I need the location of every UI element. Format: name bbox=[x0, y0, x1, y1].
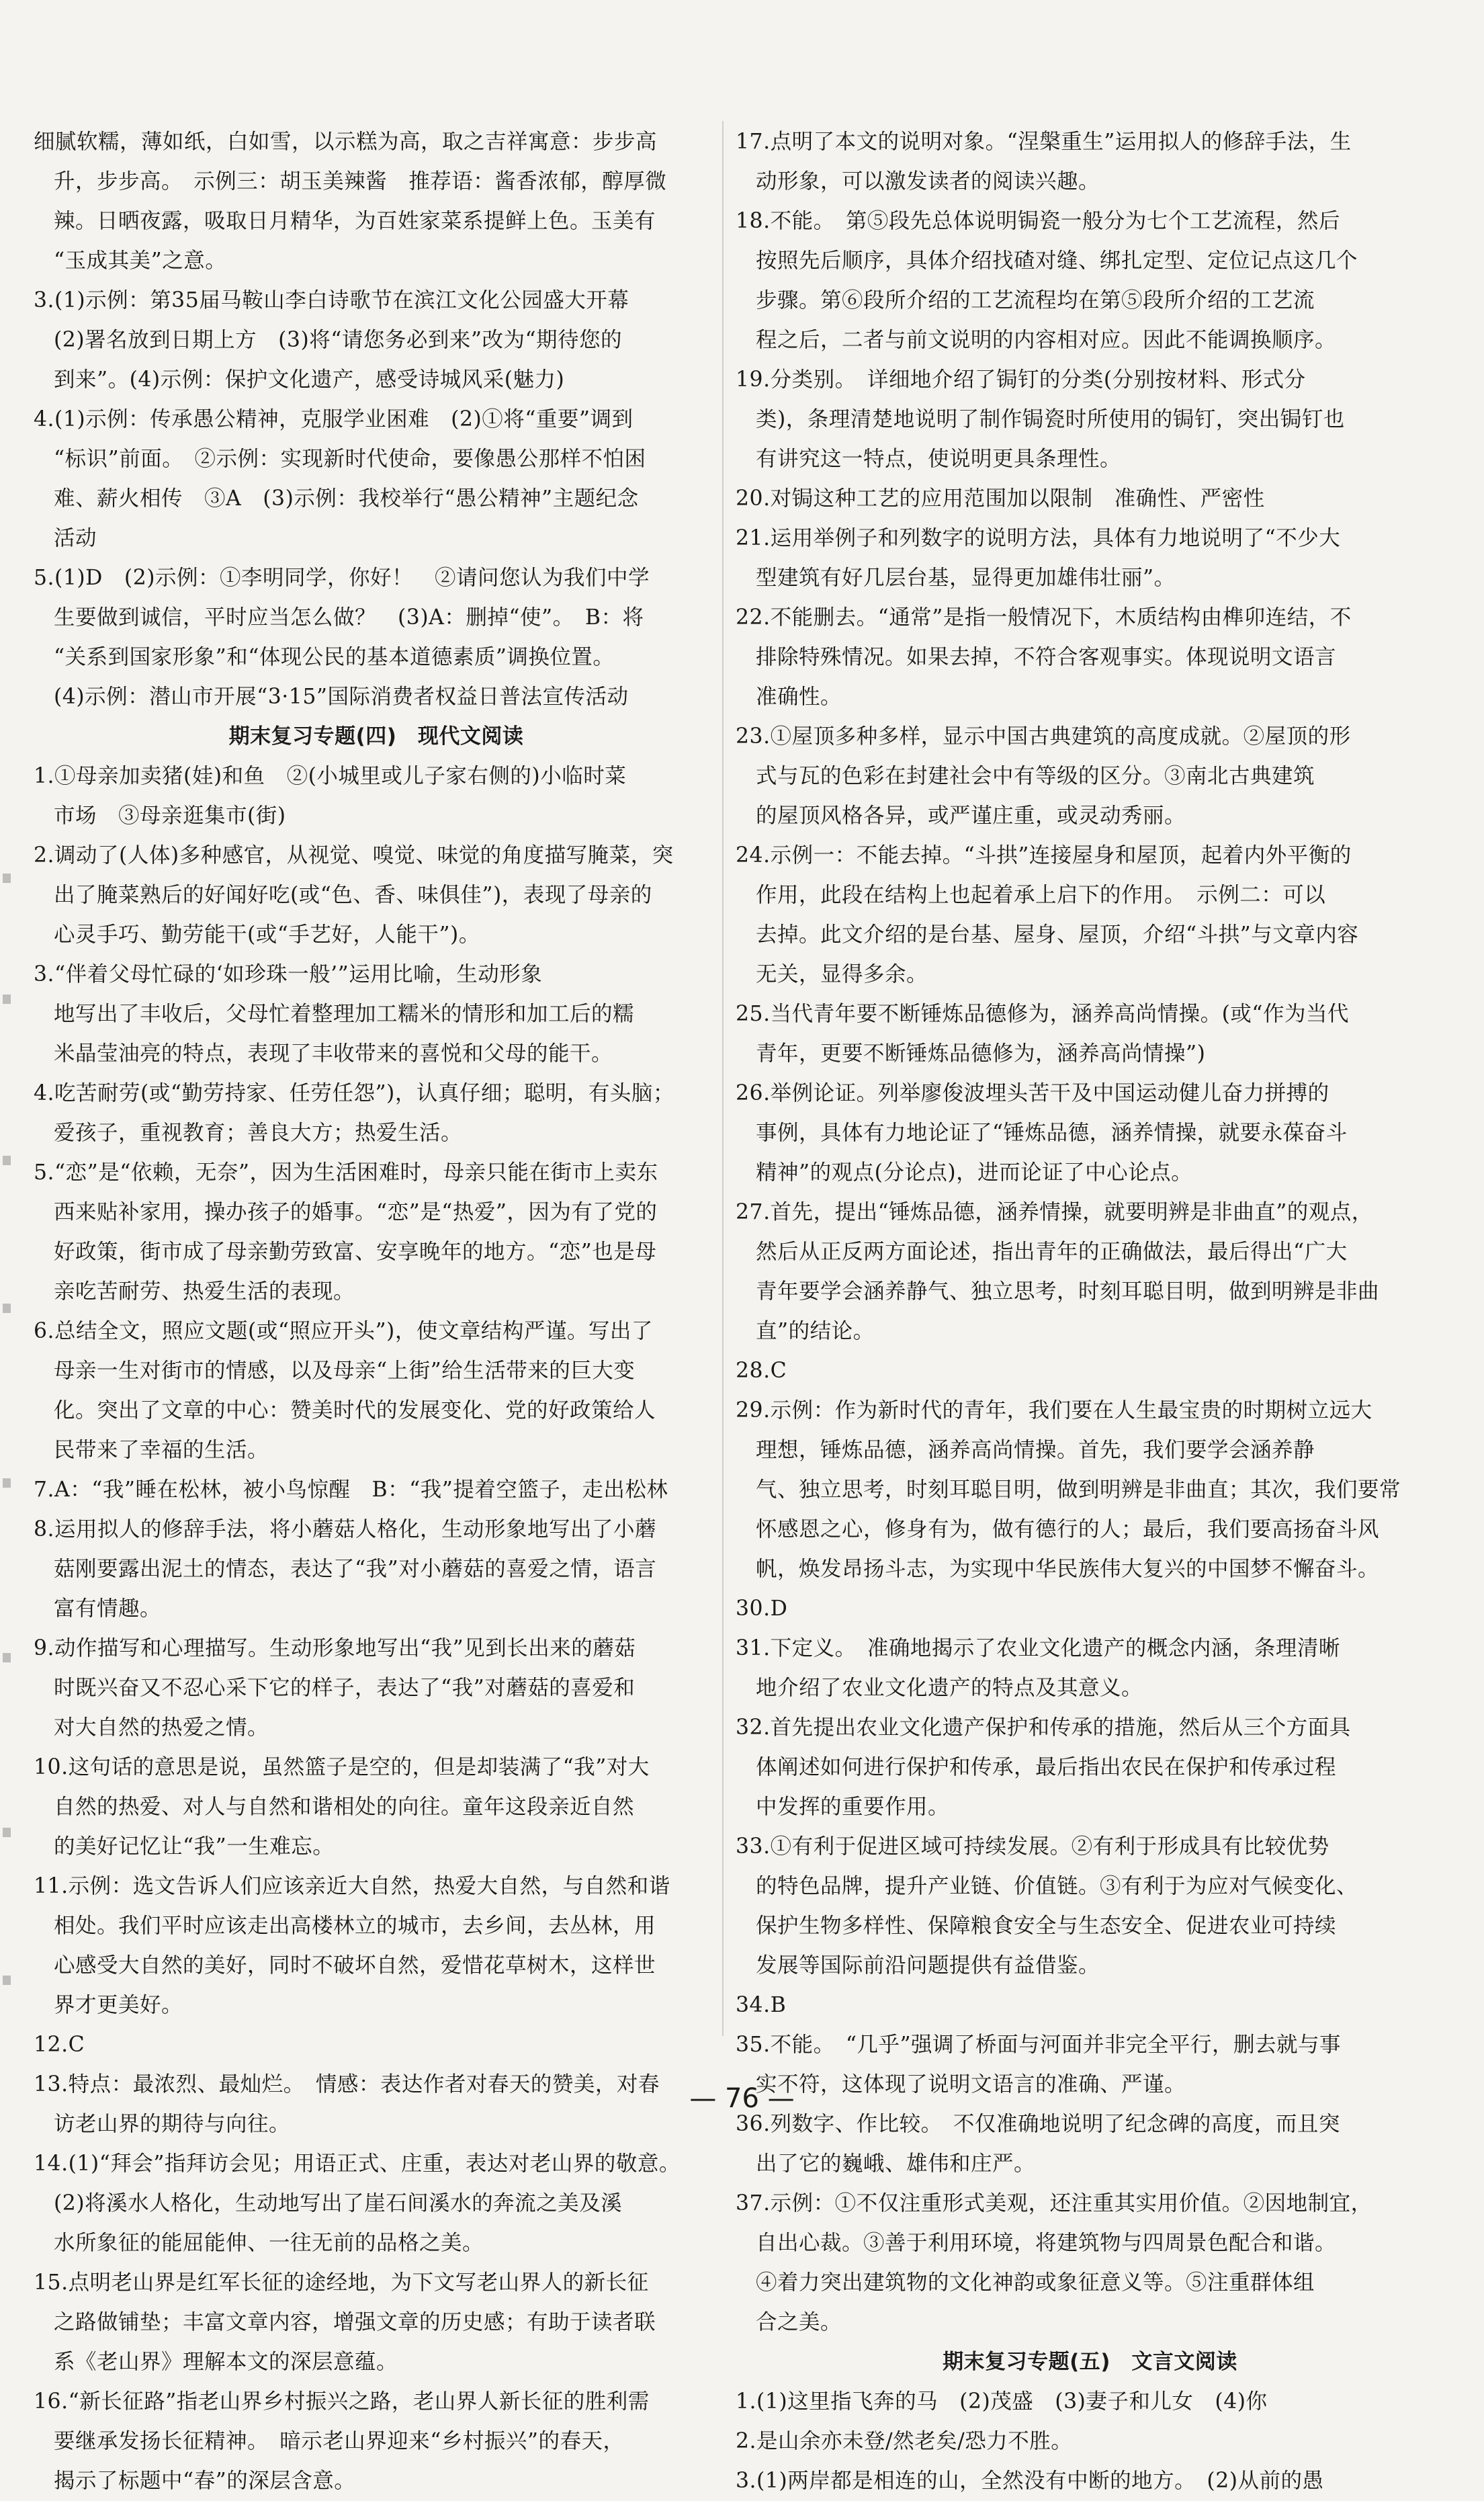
answer-line: 1.(1)这里指飞奔的马 (2)茂盛 (3)妻子和儿女 (4)你 bbox=[736, 2389, 1268, 2414]
answer-line: 排除特殊情况。如果去掉，不符合客观事实。体现说明文语言 bbox=[756, 645, 1337, 669]
answer-line: 31.下定义。 准确地揭示了农业文化遗产的概念内涵，条理清晰 bbox=[736, 1636, 1340, 1660]
answer-line: 7.A：“我”睡在松林，被小鸟惊醒 B：“我”提着空篮子，走出松林 bbox=[34, 1478, 668, 1502]
answer-line: 系《老山界》理解本文的深层意蕴。 bbox=[54, 2350, 398, 2374]
answer-line: 然后从正反两方面论述，指出青年的正确做法，最后得出“广大 bbox=[756, 1240, 1348, 1264]
answer-line: 事例，具体有力地论证了“锤炼品德，涵养情操，就要永葆奋斗 bbox=[756, 1121, 1348, 1145]
answer-line: 对大自然的热爱之情。 bbox=[54, 1715, 269, 1740]
answer-line: 要继承发扬长征精神。 暗示老山界迎来“乡村振兴”的春天， bbox=[54, 2429, 625, 2453]
answer-line: 访老山界的期待与向往。 bbox=[54, 2112, 291, 2136]
answer-line: 出了它的巍峨、雄伟和庄严。 bbox=[756, 2152, 1036, 2176]
answer-line: 气、独立思考，时刻耳聪目明，做到明辨是非曲直；其次，我们要常 bbox=[756, 1478, 1401, 1502]
answer-line: 体阐述如何进行保护和传承，最后指出农民在保护和传承过程 bbox=[756, 1755, 1337, 1779]
answer-line: 的屋顶风格各异，或严谨庄重，或灵动秀丽。 bbox=[756, 804, 1186, 828]
answer-line: 米晶莹油亮的特点，表现了丰收带来的喜悦和父母的能干。 bbox=[54, 1042, 613, 1066]
answer-line: “玉成其美”之意。 bbox=[54, 249, 227, 273]
answer-line: 富有情趣。 bbox=[54, 1597, 162, 1621]
answer-line: 细腻软糯，薄如纸，白如雪，以示糕为高，取之吉祥寓意：步步高 bbox=[34, 130, 658, 154]
answer-line: 母亲一生对街市的情感，以及母亲“上街”给生活带来的巨大变 bbox=[54, 1359, 636, 1383]
answer-line: 相处。我们平时应该走出高楼林立的城市，去乡间，去丛林，用 bbox=[54, 1914, 656, 1938]
answer-line: 到来”。(4)示例：保护文化遗产，感受诗城风采(魅力) bbox=[54, 368, 565, 392]
answer-line: 心灵手巧、勤劳能干(或“手艺好，人能干”)。 bbox=[54, 923, 480, 947]
answer-line: 水所象征的能屈能伸、一往无前的品格之美。 bbox=[54, 2231, 484, 2255]
answer-line: 中发挥的重要作用。 bbox=[756, 1795, 950, 1819]
answer-line: 3.(1)示例：第35届马鞍山李白诗歌节在滨江文化公园盛大开幕 bbox=[34, 288, 629, 312]
answer-line: 程之后，二者与前文说明的内容相对应。因此不能调换顺序。 bbox=[756, 328, 1337, 352]
answer-line: 4.(1)示例：传承愚公精神，克服学业困难 (2)①将“重要”调到 bbox=[34, 407, 634, 431]
answer-line: 精神”的观点(分论点)，进而论证了中心论点。 bbox=[756, 1160, 1193, 1185]
answer-line: 33.①有利于促进区域可持续发展。②有利于形成具有比较优势 bbox=[736, 1834, 1329, 1859]
answer-line: 难、薪火相传 ③A (3)示例：我校举行“愚公精神”主题纪念 bbox=[54, 486, 639, 511]
answer-line: 直”的结论。 bbox=[756, 1319, 875, 1343]
answer-line: 理想，锤炼品德，涵养高尚情操。首先，我们要学会涵养静 bbox=[756, 1438, 1315, 1462]
answer-line: 动形象，可以激发读者的阅读兴趣。 bbox=[756, 169, 1100, 194]
answer-line: 15.点明老山界是红军长征的途经地，为下文写老山界人的新长征 bbox=[34, 2271, 649, 2295]
answer-line: 20.对锔这种工艺的应用范围加以限制 准确性、严密性 bbox=[736, 486, 1265, 511]
answer-line: 的美好记忆让“我”一生难忘。 bbox=[54, 1834, 335, 1859]
answer-line: (2)将溪水人格化，生动地写出了崖石间溪水的奔流之美及溪 bbox=[54, 2191, 623, 2215]
answer-line: 怀感恩之心，修身有为，做有德行的人；最后，我们要高扬奋斗风 bbox=[756, 1517, 1380, 1541]
answer-line: 化。突出了文章的中心：赞美时代的发展变化、党的好政策给人 bbox=[54, 1398, 656, 1423]
answer-line: 32.首先提出农业文化遗产保护和传承的措施，然后从三个方面具 bbox=[736, 1715, 1351, 1740]
answer-line: 亲吃苦耐劳、热爱生活的表现。 bbox=[54, 1279, 355, 1304]
answer-line: (2)署名放到日期上方 (3)将“请您务必到来”改为“期待您的 bbox=[54, 328, 623, 352]
answer-line: 步骤。第⑥段所介绍的工艺流程均在第⑤段所介绍的工艺流 bbox=[756, 288, 1315, 312]
answer-line: 型建筑有好几层台基，显得更加雄伟壮丽”。 bbox=[756, 566, 1176, 590]
answer-line: 24.示例一：不能去掉。“斗拱”连接屋身和屋顶，起着内外平衡的 bbox=[736, 843, 1352, 867]
answer-line: 2.调动了(人体)多种感官，从视觉、嗅觉、味觉的角度描写腌菜，突 bbox=[34, 843, 674, 867]
left-column bbox=[34, 122, 719, 2501]
answer-line: 有讲究这一特点，使说明更具条理性。 bbox=[756, 447, 1122, 471]
answer-line: 8.运用拟人的修辞手法，将小蘑菇人格化，生动形象地写出了小蘑 bbox=[34, 1517, 657, 1541]
answer-line: 10.这句话的意思是说，虽然篮子是空的，但是却装满了“我”对大 bbox=[34, 1755, 650, 1779]
answer-line: 3.“伴着父母忙碌的‘如珍珠一般’”运用比喻，生动形象 bbox=[34, 962, 543, 986]
answer-line: 23.①屋顶多种多样，显示中国古典建筑的高度成就。②屋顶的形 bbox=[736, 724, 1351, 749]
column-divider bbox=[722, 121, 724, 2036]
answer-line: 28.C bbox=[736, 1359, 787, 1383]
answer-line: 生要做到诚信，平时应当怎么做？ (3)A：删掉“使”。 B：将 bbox=[54, 605, 644, 630]
answer-line: 1.①母亲加卖猪(娃)和鱼 ②(小城里或儿子家右侧的)小临时菜 bbox=[34, 764, 627, 788]
answer-line: 地写出了丰收后，父母忙着整理加工糯米的情形和加工后的糯 bbox=[54, 1002, 635, 1026]
answer-line: 地介绍了农业文化遗产的特点及其意义。 bbox=[756, 1676, 1143, 1700]
answer-line: 时既兴奋又不忍心采下它的样子，表达了“我”对蘑菇的喜爱和 bbox=[54, 1676, 636, 1700]
answer-line: 18.不能。 第⑤段先总体说明锔瓷一般分为七个工艺流程，然后 bbox=[736, 209, 1340, 233]
answer-line: 6.总结全文，照应文题(或“照应开头”)，使文章结构严谨。写出了 bbox=[34, 1319, 653, 1343]
answer-line: 青年，更要不断锤炼品德修为，涵养高尚情操”) bbox=[756, 1042, 1206, 1066]
answer-line: 式与瓦的色彩在封建社会中有等级的区分。③南北古典建筑 bbox=[756, 764, 1315, 788]
answer-line: 12.C bbox=[34, 2033, 85, 2057]
section-heading: 期末复习专题(四) 现代文阅读 bbox=[228, 724, 524, 749]
answer-line: 13.特点：最浓烈、最灿烂。 情感：表达作者对春天的赞美，对春 bbox=[34, 2072, 660, 2096]
answer-line: 35.不能。 “几乎”强调了桥面与河面并非完全平行，删去就与事 bbox=[736, 2033, 1342, 2057]
answer-line: 2.是山余亦未登/然老矣/恐力不胜。 bbox=[736, 2429, 1073, 2453]
answer-line: 16.“新长征路”指老山界乡村振兴之路，老山界人新长征的胜利需 bbox=[34, 2389, 650, 2414]
answer-line: 合之美。 bbox=[756, 2310, 842, 2334]
answer-line: 去掉。此文介绍的是台基、屋身、屋顶，介绍“斗拱”与文章内容 bbox=[756, 923, 1359, 947]
answer-line: 37.示例：①不仅注重形式美观，还注重其实用价值。②因地制宜， bbox=[736, 2191, 1372, 2215]
answer-line: “标识”前面。 ②示例：实现新时代使命，要像愚公那样不怕困 bbox=[54, 447, 646, 471]
answer-line: 26.举例论证。列举廖俊波埋头苦干及中国运动健儿奋力拼搏的 bbox=[736, 1081, 1329, 1105]
answer-line: 心感受大自然的美好，同时不破坏自然，爱惜花草树木，这样世 bbox=[54, 1953, 656, 1978]
answer-line: 11.示例：选文告诉人们应该亲近大自然，热爱大自然，与自然和谐 bbox=[34, 1874, 670, 1898]
answer-line: 好政策，街市成了母亲勤劳致富、安享晚年的地方。“恋”也是母 bbox=[54, 1240, 657, 1264]
answer-line: 34.B bbox=[736, 1993, 787, 2017]
answer-line: 5.(1)D (2)示例：①李明同学，你好！ ②请问您认为我们中学 bbox=[34, 566, 650, 590]
answer-line: 出了腌菜熟后的好闻好吃(或“色、香、味俱佳”)，表现了母亲的 bbox=[54, 883, 652, 907]
answer-line: 民带来了幸福的生活。 bbox=[54, 1438, 269, 1462]
answer-line: 自然的热爱、对人与自然和谐相处的向往。童年这段亲近自然 bbox=[54, 1795, 635, 1819]
answer-line: 市场 ③母亲逛集市(街) bbox=[54, 804, 286, 828]
answer-line: 5.“恋”是“依赖，无奈”，因为生活困难时，母亲只能在街市上卖东 bbox=[34, 1160, 658, 1185]
answer-line: 西来贴补家用，操办孩子的婚事。“恋”是“热爱”，因为有了党的 bbox=[54, 1200, 658, 1224]
answer-line: 36.列数字、作比较。 不仅准确地说明了纪念碑的高度，而且突 bbox=[736, 2112, 1340, 2136]
answer-line: 活动 bbox=[54, 526, 97, 550]
answer-line: 菇刚要露出泥土的情态，表达了“我”对小蘑菇的喜爱之情，语言 bbox=[54, 1557, 657, 1581]
answer-line: 作用，此段在结构上也起着承上启下的作用。 示例二：可以 bbox=[756, 883, 1326, 907]
answer-line: 升，步步高。 示例三：胡玉美辣酱 推荐语：酱香浓郁，醇厚微 bbox=[54, 169, 667, 194]
answer-line: 准确性。 bbox=[756, 685, 842, 709]
answer-line: 3.(1)两岸都是相连的山，全然没有中断的地方。 (2)从前的愚 bbox=[736, 2469, 1324, 2493]
answer-line: 之路做铺垫；丰富文章内容，增强文章的历史感；有助于读者联 bbox=[54, 2310, 656, 2334]
answer-line: 9.动作描写和心理描写。生动形象地写出“我”见到长出来的蘑菇 bbox=[34, 1636, 636, 1660]
answer-line: 按照先后顺序，具体介绍找碴对缝、绑扎定型、定位记点这几个 bbox=[756, 249, 1358, 273]
answer-line: 27.首先，提出“锤炼品德，涵养情操，就要明辨是非曲直”的观点， bbox=[736, 1200, 1373, 1224]
answer-line: 22.不能删去。“通常”是指一般情况下，木质结构由榫卯连结，不 bbox=[736, 605, 1352, 630]
answer-line: 保护生物多样性、保障粮食安全与生态安全、促进农业可持续 bbox=[756, 1914, 1337, 1938]
section-heading: 期末复习专题(五) 文言文阅读 bbox=[943, 2350, 1237, 2374]
answer-line: 17.点明了本文的说明对象。“涅槃重生”运用拟人的修辞手法，生 bbox=[736, 130, 1352, 154]
answer-line: 实不符，这体现了说明文语言的准确、严谨。 bbox=[756, 2072, 1186, 2096]
answer-line: 21.运用举例子和列数字的说明方法，具体有力地说明了“不少大 bbox=[736, 526, 1341, 550]
answer-line: 自出心裁。③善于利用环境，将建筑物与四周景色配合和谐。 bbox=[756, 2231, 1337, 2255]
answer-line: 爱孩子，重视教育；善良大方；热爱生活。 bbox=[54, 1121, 463, 1145]
right-column bbox=[736, 122, 1444, 2501]
answer-line: 揭示了标题中“春”的深层含意。 bbox=[54, 2469, 356, 2493]
answer-line: “关系到国家形象”和“体现公民的基本道德素质”调换位置。 bbox=[54, 645, 615, 669]
answer-line: (4)示例：潜山市开展“3·15”国际消费者权益日普法宣传活动 bbox=[54, 685, 629, 709]
answer-line: 青年要学会涵养静气、独立思考，时刻耳聪目明，做到明辨是非曲 bbox=[756, 1279, 1380, 1304]
answer-line: 14.(1)“拜会”指拜访会见；用语正式、庄重，表达对老山界的敬意。 bbox=[34, 2152, 681, 2176]
answer-line: 30.D bbox=[736, 1597, 788, 1621]
answer-line: 帆，焕发昂扬斗志，为实现中华民族伟大复兴的中国梦不懈奋斗。 bbox=[756, 1557, 1380, 1581]
answer-line: 29.示例：作为新时代的青年，我们要在人生最宝贵的时期树立远大 bbox=[736, 1398, 1372, 1423]
answer-line: 类)，条理清楚地说明了制作锔瓷时所使用的锔钉，突出锔钉也 bbox=[756, 407, 1345, 431]
answer-line: 无关，显得多余。 bbox=[756, 962, 928, 986]
answer-line: 25.当代青年要不断锤炼品德修为，涵养高尚情操。(或“作为当代 bbox=[736, 1002, 1349, 1026]
page-number: — 76 — bbox=[689, 2083, 795, 2114]
answer-line: 界才更美好。 bbox=[54, 1993, 183, 2017]
binding-margin-marks bbox=[0, 874, 13, 2083]
answer-line: 19.分类别。 详细地介绍了锔钉的分类(分别按材料、形式分 bbox=[736, 368, 1306, 392]
answer-line: 的特色品牌，提升产业链、价值链。③有利于为应对气候变化、 bbox=[756, 1874, 1358, 1898]
answer-line: 发展等国际前沿问题提供有益借鉴。 bbox=[756, 1953, 1100, 1978]
answer-line: 辣。日晒夜露，吸取日月精华，为百姓家菜系提鲜上色。玉美有 bbox=[54, 209, 656, 233]
answer-line: ④着力突出建筑物的文化神韵或象征意义等。⑤注重群体组 bbox=[756, 2271, 1315, 2295]
answer-line: 4.吃苦耐劳(或“勤劳持家、任劳任怨”)，认真仔细；聪明，有头脑； bbox=[34, 1081, 674, 1105]
